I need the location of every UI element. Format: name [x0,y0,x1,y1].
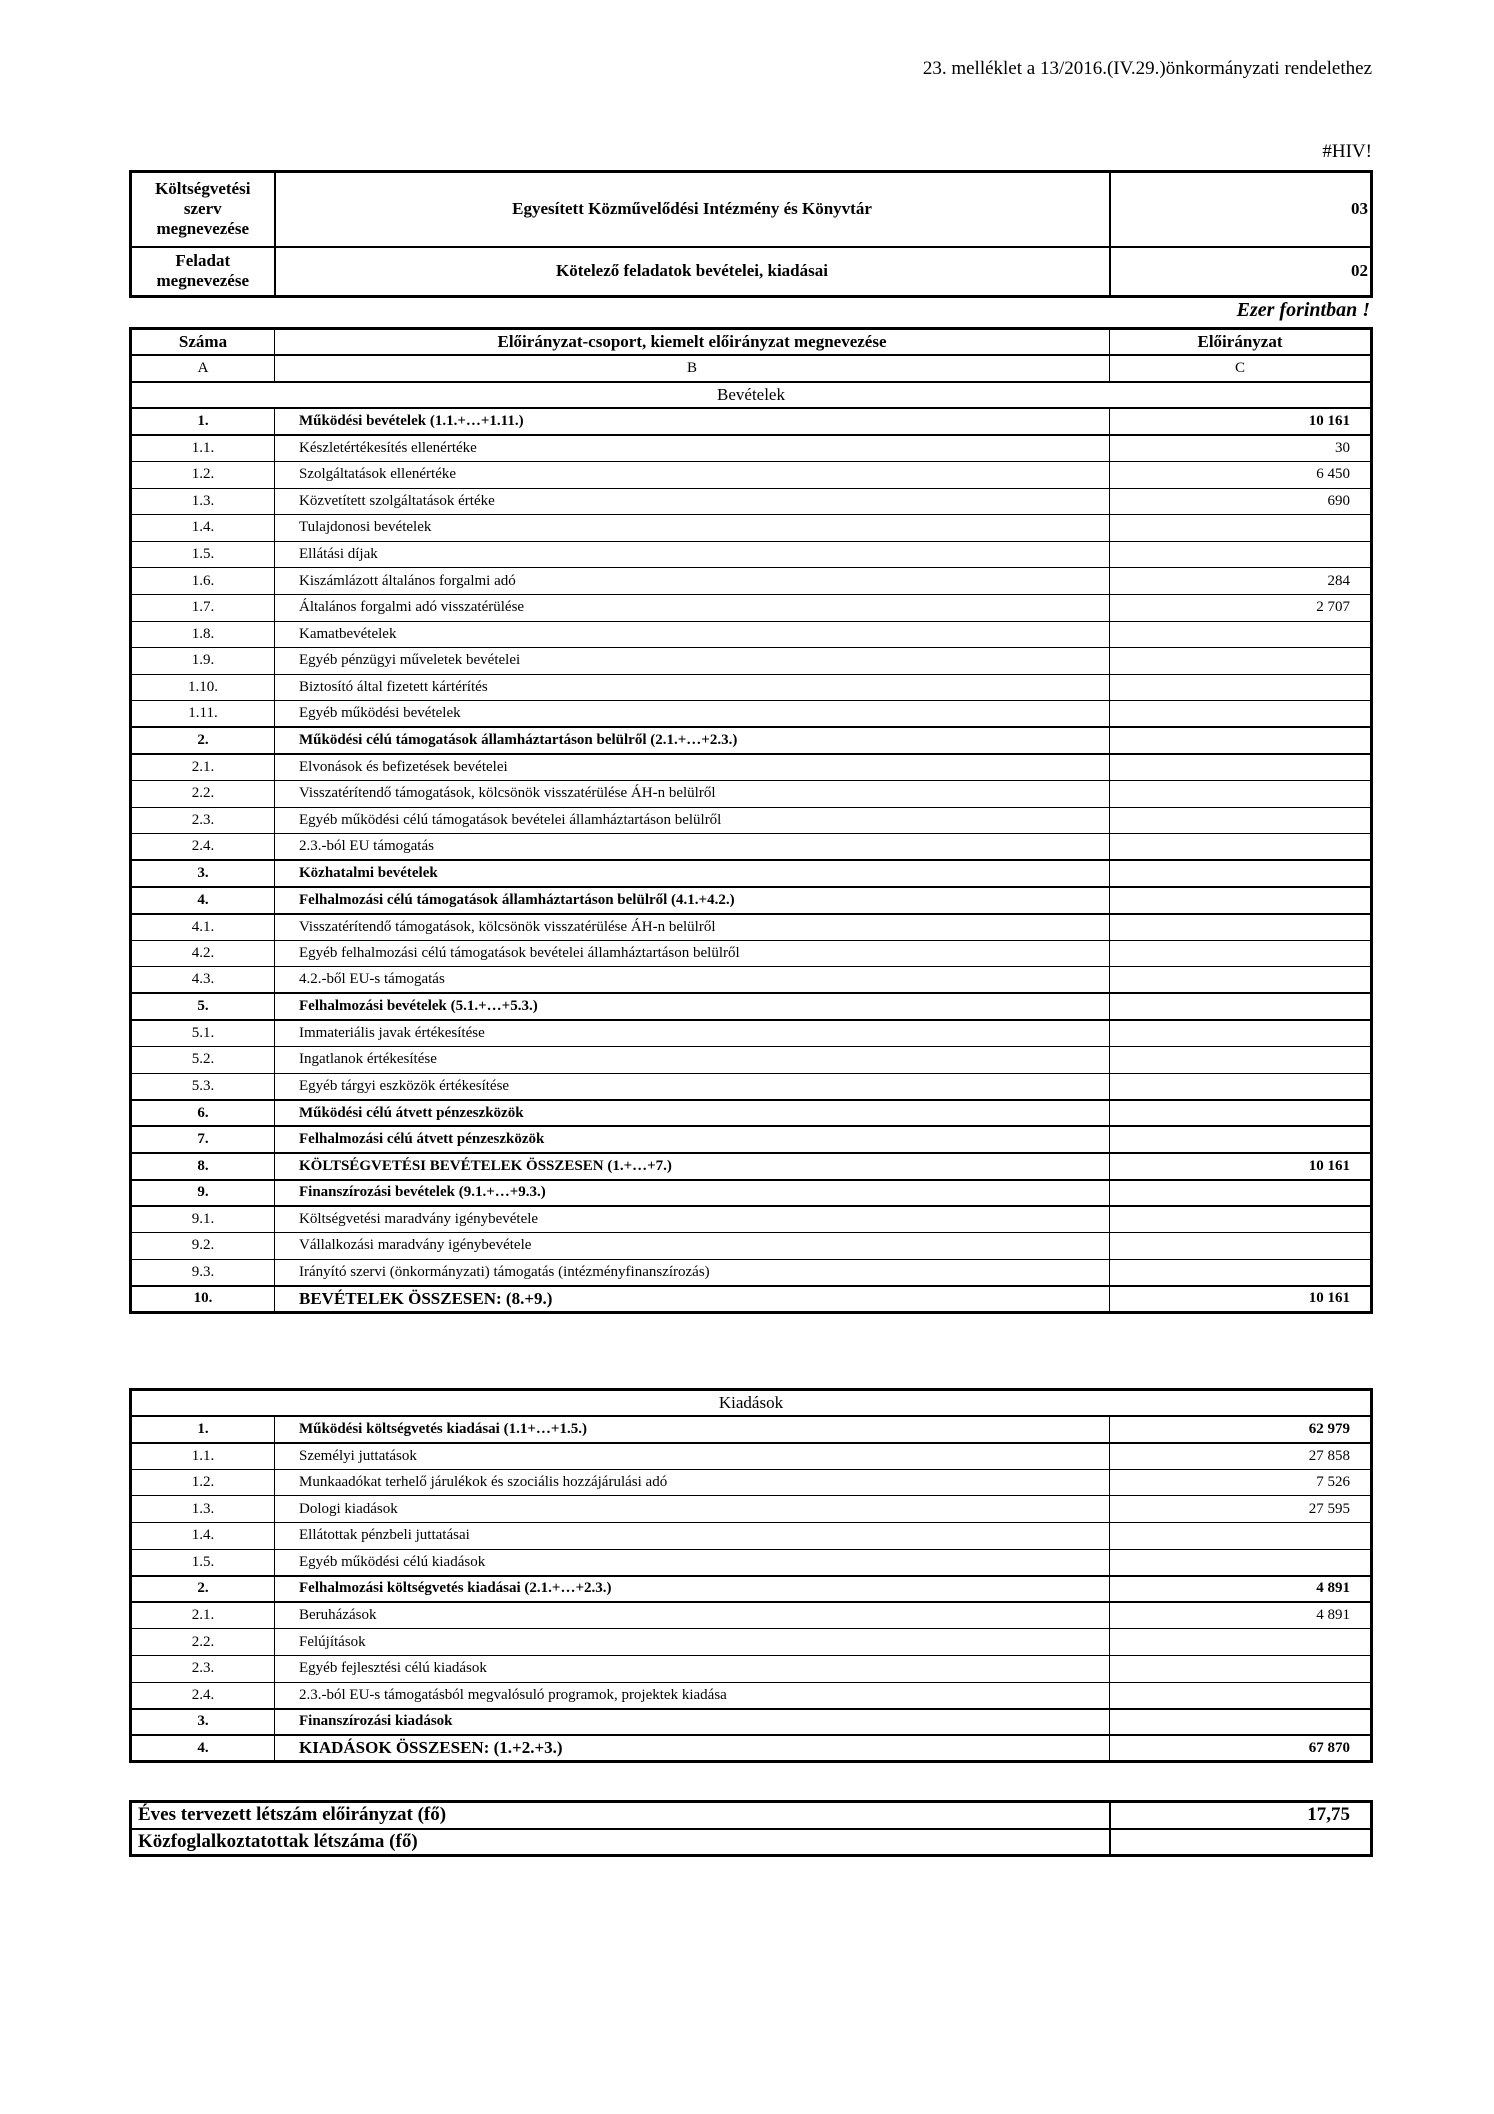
row-description: Felhalmozási költségvetés kiadásai (2.1.+…+2.3.) [275,1576,1110,1603]
revenue-title: Bevételek [131,382,1372,409]
row-value: 690 [1110,488,1372,515]
planned-staff-value: 17,75 [1110,1802,1372,1829]
table-row [131,834,1372,861]
row-number: 2. [131,1576,275,1603]
row-value [1110,781,1372,808]
table-row [131,1233,1372,1260]
row-description: Immateriális javak értékesítése [275,1020,1110,1047]
row-number: 1.4. [131,515,275,542]
row-description: Ellátási díjak [275,541,1110,568]
row-value [1110,701,1372,728]
table-row [131,1126,1372,1153]
table-row [131,461,1372,488]
table-row [131,967,1372,994]
table-row [131,1100,1372,1127]
table-row [131,860,1372,887]
row-number: 1.3. [131,488,275,515]
table-row [131,1206,1372,1233]
table-row [131,701,1372,728]
public-work-row [131,1829,1372,1856]
table-row [131,1047,1372,1074]
row-description: Finanszírozási bevételek (9.1.+…+9.3.) [275,1180,1110,1207]
table-row [131,1443,1372,1470]
col-letter-c: C [1110,355,1372,382]
table-row [131,993,1372,1020]
org-name: Egyesített Közművelődési Intézmény és Könyvtár [275,172,1110,247]
row-value [1110,1047,1372,1074]
table-row [131,541,1372,568]
row-value [1110,914,1372,941]
row-description: KÖLTSÉGVETÉSI BEVÉTELEK ÖSSZESEN (1.+…+7.) [275,1153,1110,1180]
table-row [131,648,1372,675]
row-number: 1.4. [131,1522,275,1549]
table-row [131,1655,1372,1682]
row-value: 27 595 [1110,1496,1372,1523]
org-row [131,172,1372,247]
table-row [131,1469,1372,1496]
staff-table [129,1800,1373,1857]
row-value [1110,1233,1372,1260]
row-value: 4 891 [1110,1576,1372,1603]
row-value [1110,1126,1372,1153]
row-description: Egyéb fejlesztési célú kiadások [275,1655,1110,1682]
row-number: 1.2. [131,1469,275,1496]
table-row [131,914,1372,941]
row-number: 7. [131,1126,275,1153]
row-description: Beruházások [275,1602,1110,1629]
table-row [131,887,1372,914]
row-value: 10 161 [1110,408,1372,435]
row-description: Egyéb működési bevételek [275,701,1110,728]
row-number: 1.6. [131,568,275,595]
row-number: 1. [131,408,275,435]
row-value: 7 526 [1110,1469,1372,1496]
row-number: 5.3. [131,1073,275,1100]
row-value [1110,967,1372,994]
expenditure-section-header [131,1390,1372,1417]
table-row [131,1522,1372,1549]
row-description: Költségvetési maradvány igénybevétele [275,1206,1110,1233]
row-value [1110,940,1372,967]
table-row [131,1286,1372,1313]
row-number: 1.2. [131,461,275,488]
row-value [1110,1206,1372,1233]
row-value: 2 707 [1110,594,1372,621]
row-description: Munkaadókat terhelő járulékok és szociális hozzájárulási adó [275,1469,1110,1496]
row-description: Finanszírozási kiadások [275,1709,1110,1736]
row-description: Visszatérítendő támogatások, kölcsönök visszatérülése ÁH-n belülről [275,781,1110,808]
header-table [129,170,1373,298]
col-num-header: Száma [131,329,275,356]
row-number: 9.3. [131,1259,275,1286]
row-number: 10. [131,1286,275,1313]
row-number: 1.1. [131,1443,275,1470]
row-description: Biztosító által fizetett kártérítés [275,674,1110,701]
row-number: 4.1. [131,914,275,941]
row-value [1110,541,1372,568]
row-value: 30 [1110,435,1372,462]
row-number: 9.2. [131,1233,275,1260]
planned-staff-label: Éves tervezett létszám előirányzat (fő) [131,1802,1110,1829]
task-row [131,247,1372,297]
row-number: 1.5. [131,541,275,568]
table-row [131,1259,1372,1286]
row-description: Felújítások [275,1629,1110,1656]
row-description: Egyéb működési célú támogatások bevételei államháztartáson belülről [275,807,1110,834]
table-row [131,1549,1372,1576]
row-number: 1.1. [131,435,275,462]
currency-unit-note: Ezer forintban ! [1236,299,1370,321]
row-number: 2.3. [131,1655,275,1682]
row-value [1110,1682,1372,1709]
table-row [131,1416,1372,1443]
row-description: BEVÉTELEK ÖSSZESEN: (8.+9.) [275,1286,1110,1313]
table-row [131,807,1372,834]
row-number: 2.2. [131,781,275,808]
col-letter-b: B [275,355,1110,382]
table-row [131,515,1372,542]
row-description: Közhatalmi bevételek [275,860,1110,887]
table-row [131,781,1372,808]
row-value [1110,993,1372,1020]
task-label: Feladat megnevezése [131,247,275,297]
row-number: 1.9. [131,648,275,675]
row-description: Szolgáltatások ellenértéke [275,461,1110,488]
table-row [131,674,1372,701]
public-work-value [1110,1829,1372,1856]
table-row [131,1180,1372,1207]
row-description: Dologi kiadások [275,1496,1110,1523]
table-row [131,1576,1372,1603]
row-value [1110,887,1372,914]
table-row [131,1153,1372,1180]
col-value-header: Előirányzat [1110,329,1372,356]
row-number: 2.1. [131,1602,275,1629]
row-number: 1.7. [131,594,275,621]
row-description: Visszatérítendő támogatások, kölcsönök visszatérülése ÁH-n belülről [275,914,1110,941]
row-value: 62 979 [1110,1416,1372,1443]
row-description: Működési költségvetés kiadásai (1.1+…+1.5.) [275,1416,1110,1443]
row-number: 1.3. [131,1496,275,1523]
row-number: 2.2. [131,1629,275,1656]
row-description: Általános forgalmi adó visszatérülése [275,594,1110,621]
row-description: Működési bevételek (1.1.+…+1.11.) [275,408,1110,435]
row-number: 8. [131,1153,275,1180]
row-description: Közvetített szolgáltatások értéke [275,488,1110,515]
task-code: 02 [1110,247,1372,297]
revenue-section-header [131,382,1372,409]
row-value [1110,727,1372,754]
table-row [131,594,1372,621]
table-row [131,1496,1372,1523]
row-value [1110,1073,1372,1100]
row-description: Irányító szervi (önkormányzati) támogatás (intézményfinanszírozás) [275,1259,1110,1286]
row-description: Személyi juttatások [275,1443,1110,1470]
row-value [1110,1522,1372,1549]
row-number: 4. [131,1735,275,1762]
org-code: 03 [1110,172,1372,247]
row-value: 27 858 [1110,1443,1372,1470]
table-row [131,1020,1372,1047]
task-name: Kötelező feladatok bevételei, kiadásai [275,247,1110,297]
row-description: Elvonások és befizetések bevételei [275,754,1110,781]
row-number: 4. [131,887,275,914]
row-number: 3. [131,1709,275,1736]
row-number: 5. [131,993,275,1020]
row-value: 10 161 [1110,1153,1372,1180]
row-number: 2.1. [131,754,275,781]
row-value [1110,515,1372,542]
row-description: 4.2.-ből EU-s támogatás [275,967,1110,994]
table-row [131,1602,1372,1629]
row-value [1110,1629,1372,1656]
row-description: Működési célú támogatások államháztartáson belülről (2.1.+…+2.3.) [275,727,1110,754]
row-description: 2.3.-ból EU támogatás [275,834,1110,861]
column-header-row [131,329,1372,356]
row-value: 67 870 [1110,1735,1372,1762]
row-value [1110,1020,1372,1047]
row-description: Egyéb működési célú kiadások [275,1549,1110,1576]
row-value [1110,1709,1372,1736]
row-value [1110,648,1372,675]
row-value: 6 450 [1110,461,1372,488]
row-description: Vállalkozási maradvány igénybevétele [275,1233,1110,1260]
table-row [131,1073,1372,1100]
planned-staff-row [131,1802,1372,1829]
row-value [1110,1549,1372,1576]
row-description: Felhalmozási bevételek (5.1.+…+5.3.) [275,993,1110,1020]
row-number: 2.3. [131,807,275,834]
row-number: 6. [131,1100,275,1127]
annex-reference: 23. melléklet a 13/2016.(IV.29.)önkormányzati rendelethez [922,58,1372,79]
row-number: 1.5. [131,1549,275,1576]
row-value: 4 891 [1110,1602,1372,1629]
row-description: Kamatbevételek [275,621,1110,648]
table-row [131,408,1372,435]
table-row [131,621,1372,648]
expenditure-title: Kiadások [131,1390,1372,1417]
row-value [1110,754,1372,781]
row-number: 1.8. [131,621,275,648]
row-value [1110,1180,1372,1207]
row-description: Ingatlanok értékesítése [275,1047,1110,1074]
row-number: 3. [131,860,275,887]
table-row [131,940,1372,967]
table-row [131,754,1372,781]
row-number: 4.3. [131,967,275,994]
row-description: Egyéb pénzügyi műveletek bevételei [275,648,1110,675]
table-row [131,1629,1372,1656]
row-description: Működési célú átvett pénzeszközök [275,1100,1110,1127]
row-value [1110,1100,1372,1127]
row-value: 284 [1110,568,1372,595]
table-row [131,1682,1372,1709]
row-value [1110,1655,1372,1682]
row-number: 1.11. [131,701,275,728]
public-work-label: Közfoglalkoztatottak létszáma (fő) [131,1829,1110,1856]
row-description: Felhalmozási célú átvett pénzeszközök [275,1126,1110,1153]
table-row [131,568,1372,595]
row-value: 10 161 [1110,1286,1372,1313]
error-marker: #HIV! [1322,141,1372,162]
row-number: 2. [131,727,275,754]
table-row [131,1709,1372,1736]
row-value [1110,1259,1372,1286]
row-value [1110,807,1372,834]
row-description: Egyéb tárgyi eszközök értékesítése [275,1073,1110,1100]
revenue-table [129,327,1373,1314]
col-letter-a: A [131,355,275,382]
org-label: Költségvetési szerv megnevezése [131,172,275,247]
row-value [1110,860,1372,887]
row-value [1110,674,1372,701]
row-number: 1.10. [131,674,275,701]
col-desc-header: Előirányzat-csoport, kiemelt előirányzat megnevezése [275,329,1110,356]
row-description: Készletértékesítés ellenértéke [275,435,1110,462]
row-number: 9. [131,1180,275,1207]
expenditure-table [129,1388,1373,1763]
row-number: 2.4. [131,834,275,861]
row-number: 4.2. [131,940,275,967]
row-description: Felhalmozási célú támogatások államháztartáson belülről (4.1.+4.2.) [275,887,1110,914]
row-number: 9.1. [131,1206,275,1233]
table-row [131,727,1372,754]
row-number: 5.1. [131,1020,275,1047]
column-letter-row [131,355,1372,382]
row-description: KIADÁSOK ÖSSZESEN: (1.+2.+3.) [275,1735,1110,1762]
table-row [131,1735,1372,1762]
row-description: Egyéb felhalmozási célú támogatások bevételei államháztartáson belülről [275,940,1110,967]
table-row [131,488,1372,515]
row-value [1110,621,1372,648]
row-number: 2.4. [131,1682,275,1709]
row-number: 5.2. [131,1047,275,1074]
row-description: Tulajdonosi bevételek [275,515,1110,542]
row-number: 1. [131,1416,275,1443]
row-description: Kiszámlázott általános forgalmi adó [275,568,1110,595]
table-row [131,435,1372,462]
row-description: 2.3.-ból EU-s támogatásból megvalósuló programok, projektek kiadása [275,1682,1110,1709]
row-value [1110,834,1372,861]
row-description: Ellátottak pénzbeli juttatásai [275,1522,1110,1549]
